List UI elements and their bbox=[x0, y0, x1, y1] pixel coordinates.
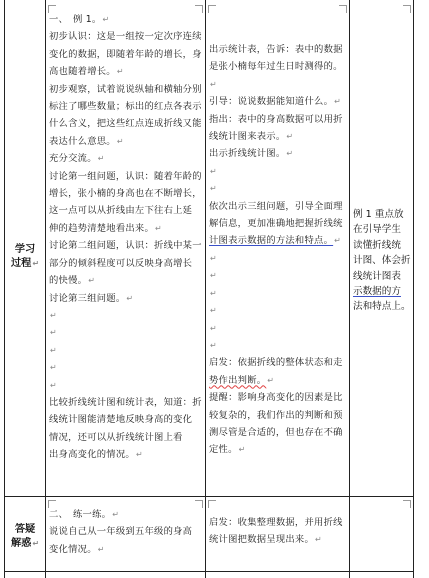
empty-line: ↵ bbox=[210, 323, 217, 333]
paragraph-line: 初步认识：这是一组按一定次序连续 bbox=[49, 31, 202, 43]
paragraph-line: 高也随着增长。↵ bbox=[49, 66, 124, 78]
paragraph-line: 线统计图来表示。↵ bbox=[209, 131, 294, 143]
paragraph-line: 初步观察，试着说说纵轴和横轴分别 bbox=[49, 83, 202, 95]
paragraph-line: 启发：依据折线的整体状态和走 bbox=[209, 357, 343, 369]
note-line: 例 1 重点放 bbox=[353, 209, 404, 220]
paragraph-line: 什么含义，把这些红点连成折线又能 bbox=[49, 118, 202, 130]
paragraph-line: 引导：说说数据能知道什么。↵ bbox=[209, 96, 342, 108]
table-divider-1 bbox=[45, 0, 46, 578]
table-border-right bbox=[413, 0, 414, 578]
paragraph-line: 计图表示数据的方法和特点。↵ bbox=[209, 235, 342, 247]
table-border-left bbox=[4, 0, 5, 578]
empty-line: ↵ bbox=[210, 306, 217, 316]
paragraph-line: 增长，张小楠的身高也在不断增长， bbox=[49, 188, 202, 200]
paragraph-line: 指出：表中的身高数据可以用折 bbox=[209, 113, 343, 125]
paragraph-line: 解信息，更加准确地把握折线统 bbox=[209, 218, 343, 230]
section-title: 一、 例 1。↵ bbox=[49, 14, 110, 25]
paragraph-line: 测尽管是合适的，但也存在不确 bbox=[209, 426, 343, 438]
note-line: 计图、体会折 bbox=[353, 255, 411, 267]
empty-line: ↵ bbox=[210, 340, 217, 350]
row-divider bbox=[4, 496, 414, 497]
practice-content-cell bbox=[49, 506, 205, 558]
row-label-line: 解惑↵ bbox=[10, 538, 40, 549]
paragraph-line: 变化的数据，即随着年龄的增长，身 bbox=[49, 48, 202, 60]
note-line: 法和特点上。 bbox=[353, 301, 411, 313]
paragraph-line: 出示折线统计图。↵ bbox=[209, 148, 294, 160]
note-line: 在引导学生 bbox=[353, 224, 401, 236]
row-label-line: 过程↵ bbox=[10, 258, 40, 269]
paragraph-line: 讨论第二组问题，认识：折线中某一 bbox=[49, 240, 202, 252]
empty-line: ↵ bbox=[210, 253, 217, 263]
paragraph-line: 变化情况。↵ bbox=[49, 543, 105, 555]
paragraph-line: 启发：收集整理数据，并用折线 bbox=[209, 517, 343, 528]
paragraph-line: 统计图把数据呈现出来。↵ bbox=[209, 534, 322, 546]
teacher-guidance-cell bbox=[209, 41, 349, 459]
empty-line: ↵ bbox=[210, 184, 217, 194]
paragraph-line: 线统计图能清楚地反映身高的变化 bbox=[49, 414, 193, 426]
paragraph-line: 标注了哪些数量；标出的红点各表示 bbox=[49, 101, 202, 113]
empty-line: ↵ bbox=[50, 310, 57, 320]
cell-corner-mark bbox=[339, 5, 347, 13]
paragraph-line: 这一点可以从折线由左下往右上延 bbox=[49, 205, 193, 217]
empty-line: ↵ bbox=[50, 380, 57, 390]
paragraph-line: 的快慢。↵ bbox=[49, 275, 96, 287]
paragraph-line: 出身高变化的情况。↵ bbox=[49, 449, 143, 461]
teacher-practice-cell bbox=[209, 514, 349, 549]
paragraph-line: 说说自己从一年级到五年级的身高 bbox=[49, 526, 193, 538]
design-notes-cell bbox=[353, 207, 413, 315]
cell-corner-mark bbox=[208, 500, 216, 508]
paragraph-line: 出示统计表，告诉：表中的数据 bbox=[209, 44, 343, 55]
cell-corner-mark bbox=[403, 500, 411, 508]
paragraph-line: 比较折线统计图和统计表，知道：折 bbox=[49, 396, 202, 408]
section-title: 二、 练一练。↵ bbox=[49, 509, 120, 520]
empty-line: ↵ bbox=[50, 328, 57, 338]
paragraph-line: 是张小楠每年过生日时测得的。↵ bbox=[209, 61, 343, 89]
teaching-content-cell bbox=[49, 11, 205, 464]
empty-line: ↵ bbox=[210, 271, 217, 281]
paragraph-line: 情况，还可以从折线统计图上看 bbox=[49, 431, 183, 443]
empty-line: ↵ bbox=[50, 363, 57, 373]
empty-line: ↵ bbox=[210, 166, 217, 176]
table-divider-2 bbox=[205, 0, 206, 578]
table-border-bottom bbox=[4, 571, 414, 572]
paragraph-line: 充分交流。↵ bbox=[49, 153, 105, 165]
note-line: 线统计图表 bbox=[353, 270, 401, 282]
paragraph-line: 依次出示三组问题，引导全面理 bbox=[209, 200, 343, 212]
paragraph-line: 部分的倾斜程度可以反映身高增长 bbox=[49, 257, 193, 269]
empty-line: ↵ bbox=[50, 345, 57, 355]
paragraph-line: 表达什么意思。↵ bbox=[49, 135, 124, 147]
row-label-line: 学习 bbox=[14, 244, 36, 255]
paragraph-line: 讨论第三组问题。↵ bbox=[49, 292, 134, 304]
cell-corner-mark bbox=[403, 5, 411, 13]
paragraph-line: 较复杂的，我们作出的判断和预 bbox=[209, 409, 343, 421]
row-label-line: 答疑 bbox=[14, 524, 36, 535]
note-line: 示数据的方 bbox=[353, 286, 401, 298]
cell-corner-mark bbox=[208, 5, 216, 13]
paragraph-line: 伸的趋势清楚地看出来。↵ bbox=[49, 222, 162, 234]
note-line: 读懂折线统 bbox=[353, 239, 401, 251]
paragraph-line: 讨论第一组问题，认识：随着年龄的 bbox=[49, 170, 202, 182]
table-divider-3 bbox=[349, 0, 350, 578]
row-label-learning-process bbox=[6, 243, 44, 271]
paragraph-line: 提醒：影响身高变化的因素是比 bbox=[209, 392, 343, 404]
paragraph-line: 势作出判断。↵ bbox=[209, 374, 275, 386]
paragraph-line: 定性。↵ bbox=[209, 444, 246, 456]
row-label-qa bbox=[6, 523, 44, 551]
empty-line: ↵ bbox=[210, 288, 217, 298]
